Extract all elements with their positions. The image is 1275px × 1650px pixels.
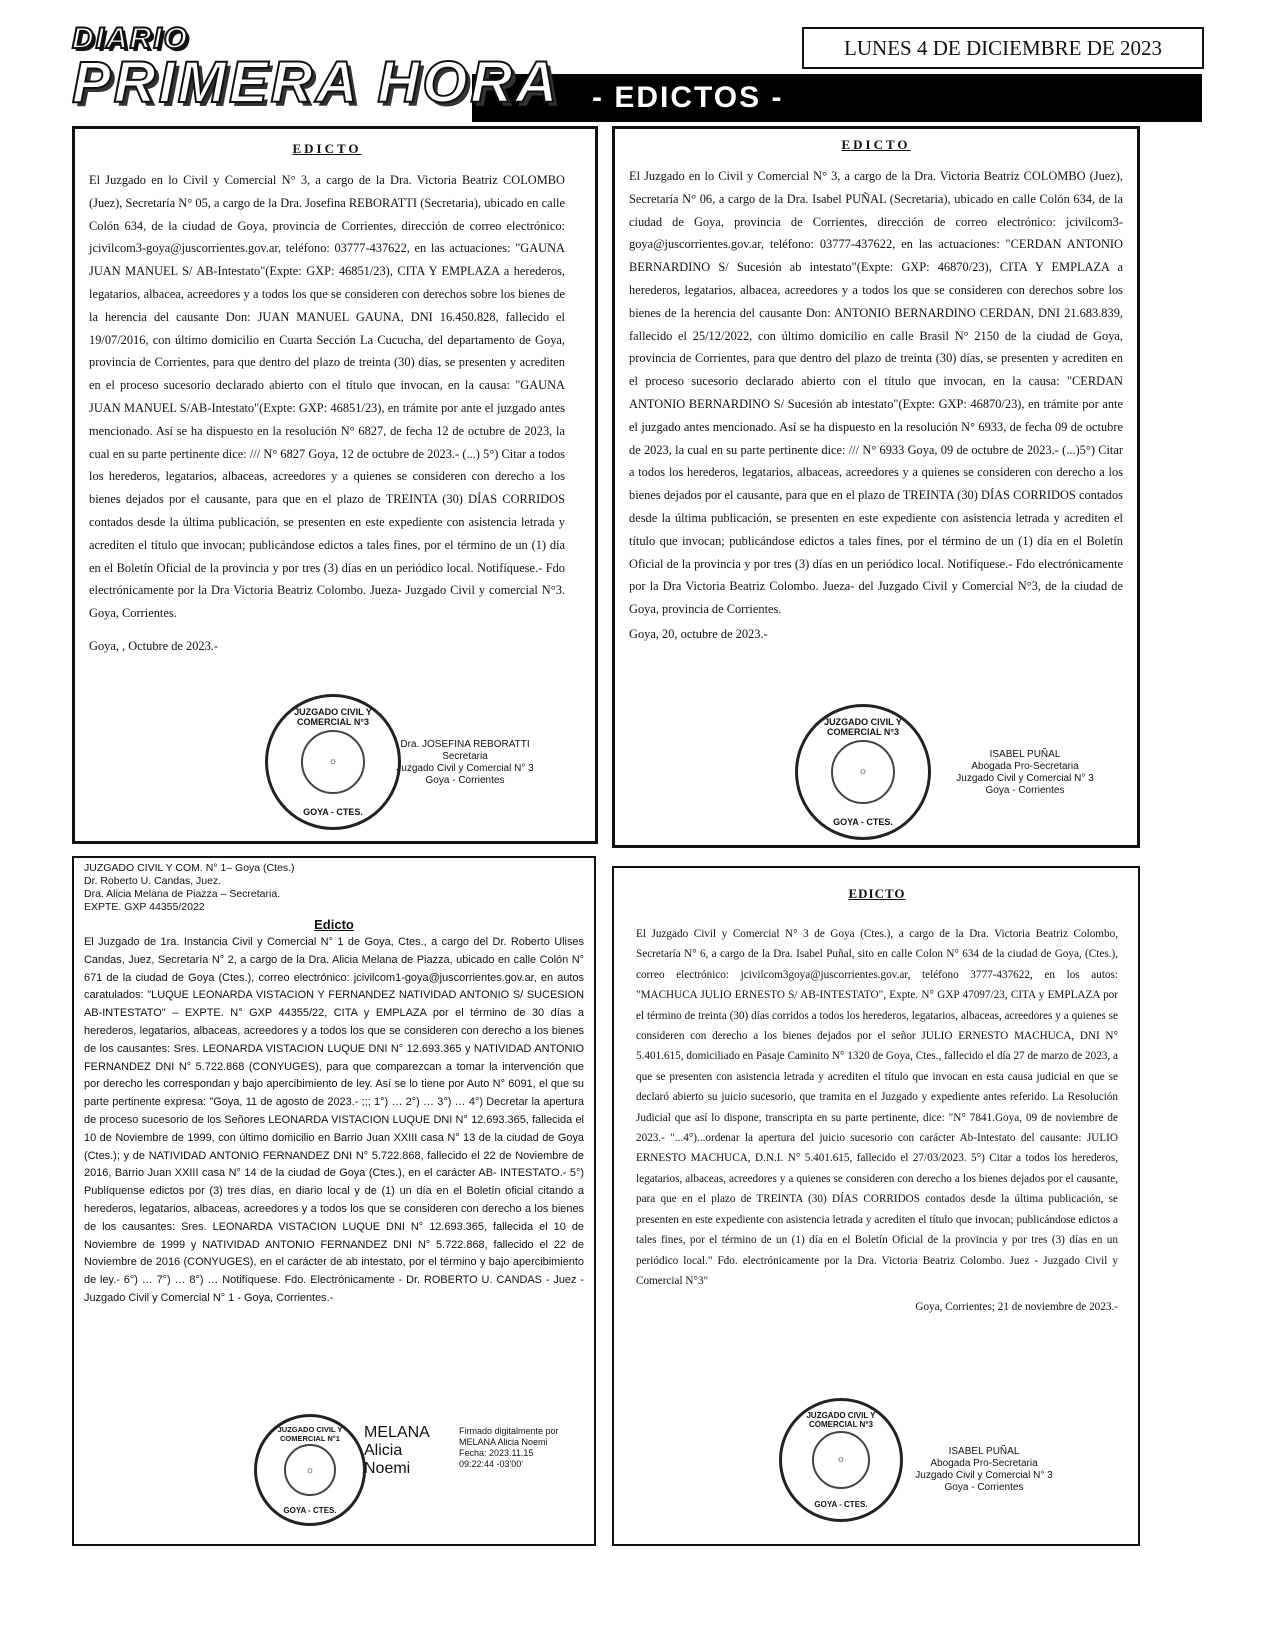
edicto-text: El Juzgado en lo Civil y Comercial N° 3, a cargo de la Dra. Victoria Beatriz COLOMBO (Juez), Secretaría N° 06, a cargo de la Dra. Isabel PUÑAL (Secretaria), ubicado en calle Colón 634, de la ciudad de Goya, provincia de Corrientes, dirección de correo electrónico: jcivilcom3-goya@juscorrientes.gov.ar, teléfono: 03777-437622, en las actuaciones: "CERDAN ANTONIO BERNARDINO S/ Sucesión ab intestato"(Expte: GXP: 46870/23), CITA Y EMPLAZA a herederos, legatarios, albacea, acreedores y a todos los que se consideren con derechos sobre los bienes de la herencia del causante Don: ANTONIO BERNARDINO CERDAN, DNI 21.683.839, fallecido el 25/12/2022, con último domicilio en calle Brasil N° 2150 de la ciudad de Goya, provincia de Corrientes, para que dentro del plazo de treinta (30) días, se presenten y acrediten en el proceso sucesorio declarado abierto con el título que invocan, en la causa: "CERDAN ANTONIO BERNARDINO S/ Sucesión ab intestato"(Expte: GXP: 46870/23), en trámite por ante el juzgado antes mencionado. Así se ha dispuesto en la resolución N° 6933, de fecha 09 de octubre de 2023, la cual en su parte pertinente dice: /// N° 6933 Goya, 09 de octubre de 2023.- (...)5°) Citar a todos los herederos, legatarios, albaceas, acreedores y a quienes se consideren con derecho a los bienes dejados por el causante, para que en el plazo de TREINTA (30) DÍAS CORRIDOS contados desde la última publicación, se presenten en este expediente con asistencia letrada y acrediten el título que invocan; publicándose edictos a tales fines, por el término de un (1) día en el Boletín Oficial de la provincia y por tres (3) días en un periódico local. Notifíquese.- Fdo electrónicamente por la Dra Victoria Beatriz Colombo. Jueza- del Juzgado Civil y Comercial N°3, de la ciudad de Goya, provincia de Corrientes.: [629, 169, 1123, 617]
digital-signature-note: Firmado digitalmente por MELANA Alicia Noemi Fecha: 2023.11.15 09:22:44 -03'00': [459, 1426, 559, 1469]
edicto-closing: Goya, 20, octubre de 2023.-: [629, 626, 768, 641]
signature-block: ISABEL PUÑAL Abogada Pro-Secretaria Juzgado Civil y Comercial N° 3 Goya - Corrientes: [915, 1446, 1053, 1493]
logo-diario: DIARIO: [72, 22, 189, 55]
section-title: - EDICTOS -: [472, 74, 1202, 122]
edicto-cerdan: [612, 126, 1140, 848]
issue-date: LUNES 4 DE DICIEMBRE DE 2023: [802, 27, 1204, 69]
signature-block: Dra. JOSEFINA REBORATTI Secretaria Juzgado Civil y Comercial N° 3 Goya - Corrientes: [396, 739, 534, 786]
edicto-gauna: [72, 126, 598, 844]
seal-emblem-icon: ☼: [812, 1431, 870, 1489]
court-seal: JUZGADO CIVIL Y COMERCIAL N°3 ☼ GOYA - CTES.: [779, 1398, 903, 1522]
logo-primera-hora: PRIMERA HORA: [72, 50, 561, 115]
court-header: JUZGADO CIVIL Y COM. N° 1– Goya (Ctes.) Dr. Roberto U. Candas, Juez. Dra. Alicia Melana de Piazza – Secretaria. EXPTE. GXP 44355/2022: [84, 862, 295, 913]
court-seal: JUZGADO CIVIL Y COMERCIAL N°3 ☼ GOYA - CTES.: [265, 694, 401, 830]
signature-block: ISABEL PUÑAL Abogada Pro-Secretaria Juzgado Civil y Comercial N° 3 Goya - Corrientes: [956, 749, 1094, 796]
newspaper-header: [72, 22, 1202, 126]
edicto-text: El Juzgado de 1ra. Instancia Civil y Comercial N° 1 de Goya, Ctes., a cargo del Dr. Roberto Ulises Candas, Juez, Secretaría N° 2, a cargo de la Dra. Alicia Melana de Piazza, ubicado en calle Colón N° 671 de la ciudad de Goya (Ctes.), correo electrónico: jcivilcom1-goya@juscorrientes.gov.ar, en autos caratulados: "LUQUE LEONARDA VISTACION Y FERNANDEZ NATIVIDAD ANTONIO S/ SUCESION AB-INTESTATO" – EXPTE. N° GXP 44355/22, CITA y EMPLAZA por el término de 30 días a herederos, legatarios, albaceas, acreedores y a todos los que se consideren con derecho a los bienes de los causantes: Sres. LEONARDA VISTACION LUQUE DNI N° 12.693.365 y NATIVIDAD ANTONIO FERNANDEZ DNI N° 5.722.868 (CONYUGES), para que comparezcan a tomar la intervención que por derecho les correspondan y bajo apercibimiento de ley. Así se lo tiene por Auto N° 6091, el que su parte pertinente expresa: "Goya, 11 de agosto de 2023.- ;;; 1°) … 2°) … 3°) … 4°) Decretar la apertura de proceso sucesorio de los Señores LEONARDA VISTACION LUQUE DNI N° 12.693.365, fallecida el 10 de Noviembre de 1999, con último domicilio en Barrio Juan XXIII casa N° 13 de la ciudad de Goya (Ctes.); y de NATIVIDAD ANTONIO FERNANDEZ DNI N° 5.722.868, fallecido el 22 de Noviembre de 2016, Barrio Juan XXIII casa N° 14 de la ciudad de Goya (Ctes.), en el carácter AB- INTESTATO.- 5°) Publíquense edictos por (3) tres días, en diario local y de (1) un día en el Boletín oficial citando a herederos, legatarios, albaceas, acreedores y a todos los que se consideren con derecho a los bienes de los causantes: Sres. LEONARDA VISTACION LUQUE DNI N° 12.693.365, fallecida el 10 de Noviembre de 1999 y NATIVIDAD ANTONIO FERNANDEZ DNI N° 5.722.868, fallecido el 22 de Noviembre de 2016 (CONYUGES), en el carácter de ab intestato, por el término y bajo apercibimiento de ley.- 6°) … 7°) … 8°) … Notifíquese. Fdo. Electrónicamente - Dr. ROBERTO U. CANDAS - Juez - Juzgado Civil y Comercial N° 1 - Goya, Corrientes.-: [84, 936, 584, 1304]
edicto-body: [84, 934, 584, 1308]
edicto-closing: Goya, Corrientes; 21 de noviembre de 2023.-: [915, 1301, 1118, 1314]
edicto-title: EDICTO: [841, 137, 911, 152]
seal-emblem-icon: ☼: [831, 740, 895, 804]
edicto-title: EDICTO: [848, 886, 906, 901]
edicto-title: Edicto: [314, 917, 354, 932]
edicto-body: [629, 165, 1123, 646]
court-seal: JUZGADO CIVIL Y COMERCIAL N°3 ☼ GOYA - CTES.: [795, 704, 931, 840]
signer-name: MELANA Alicia Noemi: [364, 1424, 430, 1477]
edicto-text: El Juzgado Civil y Comercial N° 3 de Goya (Ctes.), a cargo de la Dra. Victoria Beatriz Colombo, Secretaría N° 6, a cargo de la Dra. Isabel Puñal, sito en calle Colon N° 634 de la ciudad de Goya, (Ctes.), correo electrónico: jcivilcom3goya@juscorrientes.gov.ar, teléfono 3777-437622, en los autos: "MACHUCA JULIO ERNESTO S/ AB-INTESTATO", Expte. N° GXP 47097/23, CITA y EMPLAZA por el término de treinta (30) días corridos a todos los herederos, legatarios, albaceas, acreedores y a quienes se consideren con derecho a los bienes dejados por el señor JULIO ERNESTO MACHUCA, DNI N° 5.401.615, domiciliado en Pasaje Caminito N° 1320 de Goya, Ctes., fallecido el día 27 de marzo de 2023, a que se presenten con asistencia letrada y acrediten el título que invocan en esta causa judicial en que se declaró abierto su juicio sucesorio, que tramita en el Juzgado y expediente antes referido. La Resolución Judicial que así lo dispone, transcripta en su parte pertinente, dice: "N° 7841.Goya, 09 de noviembre de 2023.- "...4°)...ordenar la apertura del juicio sucesorio con carácter Ab-Intestato del causante: JULIO ERNESTO MACHUCA, D.N.I. N° 5.401.615, fallecido el 27/03/2023. 5°) Citar a todos los herederos, legatarios, albaceas, acreedores y a quienes se consideren con derecho a los bienes dejados por el causante, para que en el plazo de TREINTA (30) DÍAS CORRIDOS contados desde la última publicación, se presenten en este expediente con asistencia letrada y acrediten el título que invocan; publicándose edictos a tales fines, por el término de un (1) día en el Boletín Oficial de la provincia y por tres (3) días en un periódico local." Fdo. electrónicamente por la Dra. Victoria Beatriz Colombo. Juez - Juzgado Civil y Comercial N°3": [636, 928, 1118, 1287]
edicto-closing: Goya, , Octubre de 2023.-: [89, 638, 219, 653]
edicto-text: El Juzgado en lo Civil y Comercial N° 3, a cargo de la Dra. Victoria Beatriz COLOMBO (Juez), Secretaría N° 05, a cargo de la Dra. Josefina REBORATTI (Secretaria), ubicado en calle Colón 634, de la ciudad de Goya, provincia de Corrientes, dirección de correo electrónico: jcivilcom3-goya@juscorrientes.gov.ar, teléfono: 03777-437622, en las actuaciones: "GAUNA JUAN MANUEL S/ AB-Intestato"(Expte: GXP: 46851/23), CITA Y EMPLAZA a herederos, legatarios, albacea, acreedores y a todos los que se consideren con derechos sobre los bienes de la herencia del causante Don: JUAN MANUEL GAUNA, DNI 16.450.828, fallecido el 19/07/2016, con último domicilio en Cuarta Sección La Cucucha, del departamento de Goya, provincia de Corrientes, para que dentro del plazo de treinta (30) días, se presenten y acrediten en el proceso sucesorio declarado abierto con el título que invocan, en la causa: "GAUNA JUAN MANUEL S/AB-Intestato"(Expte: GXP: 46851/23), en trámite por ante el juzgado antes mencionado. Así se ha dispuesto en la resolución N° 6827, de fecha 12 de octubre de 2023, la cual en su parte pertinente dice: /// N° 6827 Goya, 12 de octubre de 2023.- (...) 5°) Citar a todos los herederos, legatarios, albaceas, acreedores y a quienes se consideren con derecho a los bienes dejados por el causante, para que en el plazo de TREINTA (30) DÍAS CORRIDOS contados desde la última publicación, se presenten en este expediente con asistencia letrada y acrediten el título que invocan; publicándose edictos a tales fines, por el término de un (1) día en el Boletín Oficial de la provincia y por tres (3) días en un periódico local. Notifíquese.- Fdo electrónicamente por la Dra Victoria Beatriz Colombo. Jueza- Juzgado Civil y comercial N°3. Goya, Corrientes.: [89, 173, 565, 621]
seal-emblem-icon: ☼: [284, 1444, 337, 1497]
court-seal: JUZGADO CIVIL Y COMERCIAL N°1 ☼ GOYA - CTES.: [254, 1414, 366, 1526]
edicto-title: EDICTO: [292, 141, 362, 156]
edicto-luque-fernandez: [72, 856, 596, 1546]
edicto-body: [89, 169, 565, 658]
edicto-body: [636, 924, 1118, 1318]
edicto-machuca: [612, 866, 1140, 1546]
seal-emblem-icon: ☼: [301, 730, 365, 794]
